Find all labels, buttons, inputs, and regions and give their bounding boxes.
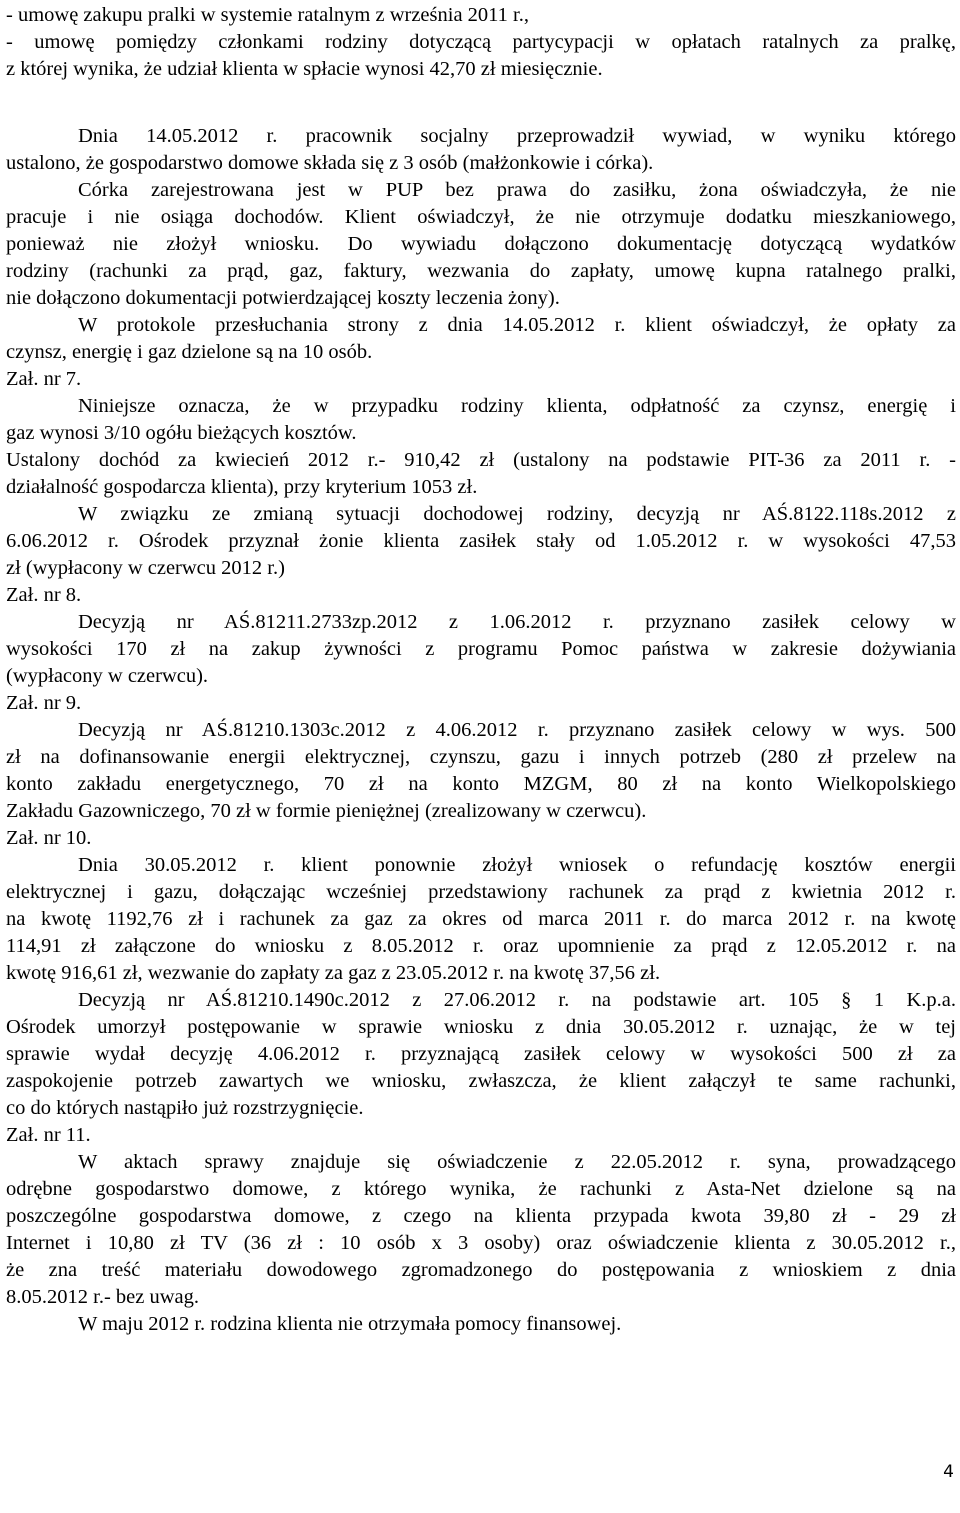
text-line: 8.05.2012 r.- bez uwag. [6,1286,199,1308]
text-line: Decyzją nr AŚ.81211.2733zp.2012 z 1.06.2012 r. przyznano zasiłek celowy w [78,611,956,633]
text-line: Córka zarejestrowana jest w PUP bez prawa do zasiłku, żona oświadczyła, że nie [78,179,956,201]
text-line: Zał. nr 8. [6,584,82,606]
text-line: Niniejsze oznacza, że w przypadku rodziny klienta, odpłatność za czynsz, energię i [78,395,956,417]
text-line: - umowę zakupu pralki w systemie ratalnym z września 2011 r., [6,4,529,26]
text-line: ponieważ nie złożył wniosku. Do wywiadu dołączono dokumentację dotyczącą wydatków [6,233,956,255]
text-line: czynsz, energię i gaz dzielone są na 10 osób. [6,341,373,363]
document-page [6,2,956,1338]
text-line: - umowę pomiędzy członkami rodziny dotyczącą partycypacji w opłatach ratalnych za pralkę, [6,31,956,53]
text-line: Zakładu Gazowniczego, 70 zł w formie pieniężnej (zrealizowany w czerwcu). [6,800,647,822]
text-line: Zał. nr 7. [6,368,82,390]
text-line: (wypłacony w czerwcu). [6,665,209,687]
text-line: 6.06.2012 r. Ośrodek przyznał żonie klienta zasiłek stały od 1.05.2012 r. w wysokości 47,53 [6,530,956,552]
text-line: W maju 2012 r. rodzina klienta nie otrzymała pomocy finansowej. [78,1313,622,1335]
text-line: 114,91 zł załączone do wniosku z 8.05.2012 r. oraz upomnienie za prąd z 12.05.2012 r. na [6,935,956,957]
text-line: ustalono, że gospodarstwo domowe składa się z 3 osób (małżonkowie i córka). [6,152,654,174]
text-line: Zał. nr 9. [6,692,82,714]
text-line: nie dołączono dokumentacji potwierdzającej koszty leczenia żony). [6,287,560,309]
text-line: z której wynika, że udział klienta w spłacie wynosi 42,70 zł miesięcznie. [6,58,603,80]
text-line: Dnia 30.05.2012 r. klient ponownie złożył wniosek o refundację kosztów energii [78,854,956,876]
text-line: na kwotę 1192,76 zł i rachunek za gaz za okres od marca 2011 r. do marca 2012 r. na kwotę [6,908,956,930]
page-number: 4 [943,1462,954,1482]
text-line: W aktach sprawy znajduje się oświadczenie z 22.05.2012 r. syna, prowadzącego [78,1151,956,1173]
text-line: Ustalony dochód za kwiecień 2012 r.- 910,42 zł (ustalony na podstawie PIT-36 za 2011 r. - [6,449,956,471]
text-line: Decyzją nr AŚ.81210.1490c.2012 z 27.06.2012 r. na podstawie art. 105 § 1 K.p.a. [78,989,956,1011]
text-line: konto zakładu energetycznego, 70 zł na konto MZGM, 80 zł na konto Wielkopolskiego [6,773,956,795]
text-line: zł (wypłacony w czerwcu 2012 r.) [6,557,285,579]
text-line: działalność gospodarcza klienta), przy kryterium 1053 zł. [6,476,478,498]
text-line: Zał. nr 10. [6,827,92,849]
text-line: wysokości 170 zł na zakup żywności z programu Pomoc państwa w zakresie dożywiania [6,638,956,660]
text-line: sprawie wydał decyzję 4.06.2012 r. przyznającą zasiłek celowy w wysokości 500 zł za [6,1043,956,1065]
text-line: gaz wynosi 3/10 ogółu bieżących kosztów. [6,422,357,444]
text-line: Dnia 14.05.2012 r. pracownik socjalny przeprowadził wywiad, w wyniku którego [78,125,956,147]
text-line: Internet i 10,80 zł TV (36 zł : 10 osób x 3 osoby) oraz oświadczenie klienta z 30.05.2012 r., [6,1232,956,1254]
text-line: co do których nastąpiło już rozstrzygnięcie. [6,1097,364,1119]
text-line: Zał. nr 11. [6,1124,91,1146]
text-line: że zna treść materiału dowodowego zgromadzonego do postępowania z wnioskiem z dnia [6,1259,956,1281]
text-line: W związku ze zmianą sytuacji dochodowej rodziny, decyzją nr AŚ.8122.118s.2012 z [78,503,956,525]
text-line: pracuje i nie osiąga dochodów. Klient oświadczył, że nie otrzymuje dodatku mieszkaniowego, [6,206,956,228]
text-line: elektrycznej i gazu, dołączając wcześniej przedstawiony rachunek za prąd z kwietnia 2012 r. [6,881,956,903]
text-line: odrębne gospodarstwo domowe, z którego wynika, że rachunki z Asta-Net dzielone są na [6,1178,956,1200]
text-line: Decyzją nr AŚ.81210.1303c.2012 z 4.06.2012 r. przyznano zasiłek celowy w wys. 500 [78,719,956,741]
text-line: Ośrodek umorzył postępowanie w sprawie wniosku z dnia 30.05.2012 r. uznając, że w tej [6,1016,956,1038]
text-line: zaspokojenie potrzeb zawartych we wniosku, zwłaszcza, że klient załączył te same rachunki, [6,1070,956,1092]
text-line: zł na dofinansowanie energii elektrycznej, czynszu, gazu i innych potrzeb (280 zł przelew na [6,746,956,768]
text-line: kwotę 916,61 zł, wezwanie do zapłaty za gaz z 23.05.2012 r. na kwotę 37,56 zł. [6,962,661,984]
text-line: poszczególne gospodarstwa domowe, z czego na klienta przypada kwota 39,80 zł - 29 zł [6,1205,956,1227]
text-line: W protokole przesłuchania strony z dnia 14.05.2012 r. klient oświadczył, że opłaty za [78,314,956,336]
text-line: rodziny (rachunki za prąd, gaz, faktury, wezwania do zapłaty, umowę kupna ratalnego pralki, [6,260,956,282]
